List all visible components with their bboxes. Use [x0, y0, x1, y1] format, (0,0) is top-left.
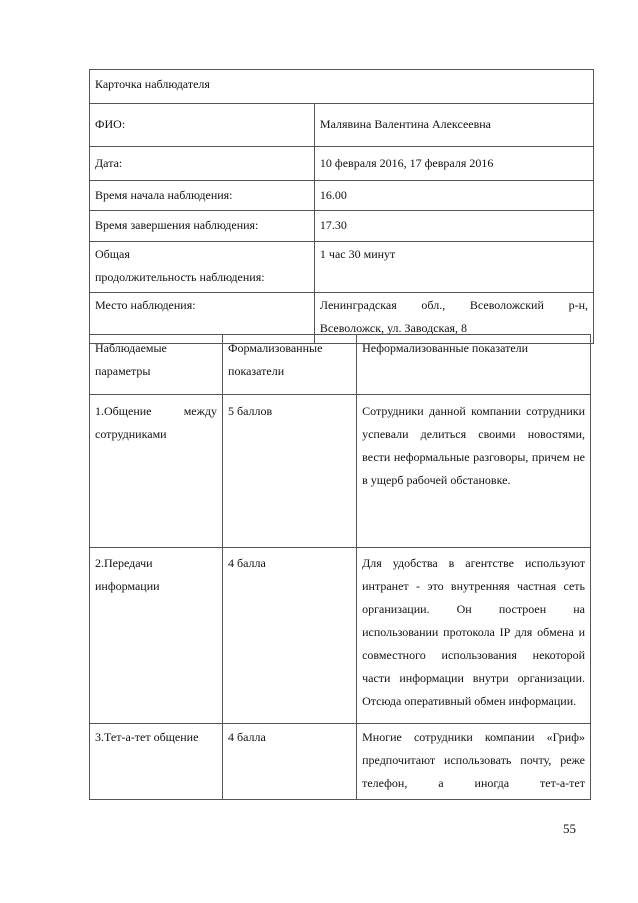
- row-1-param-line-1: 1.Общение между: [95, 404, 218, 418]
- card-value-fio: Малявина Валентина Алексеевна: [314, 104, 593, 147]
- observation-parameters-table: [89, 334, 591, 800]
- header-formal-indicators-line-2: показатели: [228, 364, 285, 378]
- card-label-date: Дата:: [90, 147, 315, 181]
- row-3-param: [90, 724, 223, 800]
- observer-card-table: [89, 69, 594, 344]
- header-formal-indicators: [223, 335, 357, 395]
- card-value-start-time: 16.00: [314, 181, 593, 211]
- card-title: Карточка наблюдателя: [90, 70, 594, 104]
- row-1-param-line-2: сотрудниками: [95, 427, 167, 441]
- card-label-duration-line-2: продолжительность наблюдения:: [95, 270, 265, 284]
- header-observed-parameters-line-2: параметры: [95, 364, 151, 378]
- row-2-text: Для удобства в агентстве используют интранет - это внутренняя частная сеть организации. Он построен на использовании протокола IP для обмена и совместного использования некоторой части информации внутри организации. Отсюда оперативный обмен информации.: [357, 548, 591, 724]
- header-informal-indicators-line-1: Неформализованные показатели: [362, 341, 529, 355]
- row-2-score: 4 балла: [223, 548, 357, 724]
- header-formal-indicators-line-1: Формализованные: [228, 341, 323, 355]
- card-label-end-time: Время завершения наблюдения:: [90, 211, 315, 242]
- row-1-text: Сотрудники данной компании сотрудники успевали делиться своими новостями, вести неформальные разговоры, причем не в ущерб рабочей обстановке.: [357, 395, 591, 548]
- card-label-duration-line-1: Общая: [95, 247, 130, 261]
- page-number: 55: [563, 821, 576, 836]
- card-label-fio: ФИО:: [90, 104, 315, 147]
- row-2-param: [90, 548, 223, 724]
- card-value-end-time: 17.30: [314, 211, 593, 242]
- card-value-place-line-1: Ленинградская обл., Всеволожский р-н,: [319, 298, 588, 312]
- row-2-param-line-2: информации: [95, 579, 160, 593]
- header-informal-indicators: [357, 335, 591, 395]
- row-3-param-line-1: 3.Тет-а-тет общение: [95, 730, 199, 744]
- row-2-param-line-1: 2.Передачи: [95, 556, 153, 570]
- card-value-duration: 1 час 30 минут: [314, 242, 593, 293]
- row-3-score: 4 балла: [223, 724, 357, 800]
- card-value-place-line-2: Всеволожск, ул. Заводская, 8: [319, 321, 468, 335]
- header-observed-parameters-line-1: Наблюдаемые: [95, 341, 167, 355]
- card-label-start-time: Время начала наблюдения:: [90, 181, 315, 211]
- card-value-date: 10 февраля 2016, 17 февраля 2016: [314, 147, 593, 181]
- card-label-duration: [90, 242, 315, 293]
- card-label-place: Место наблюдения:: [90, 293, 315, 344]
- row-1-param: [90, 395, 223, 548]
- row-1-score: 5 баллов: [223, 395, 357, 548]
- header-observed-parameters: [90, 335, 223, 395]
- row-3-text: Многие сотрудники компании «Гриф» предпочитают использовать почту, реже телефон, а иногда тет-а-тет: [357, 724, 591, 800]
